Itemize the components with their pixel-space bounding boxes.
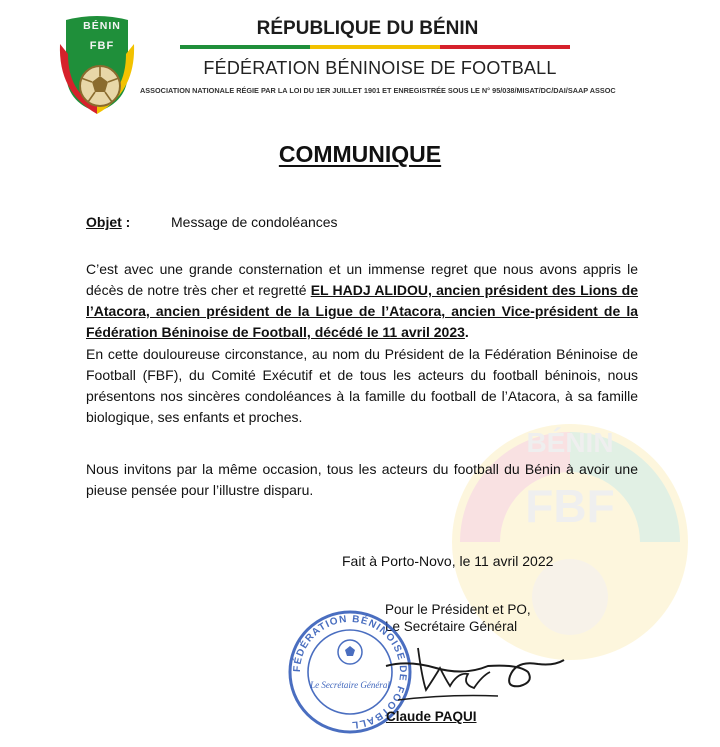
stamp-center-text: Le Secrétaire Général xyxy=(310,680,390,690)
stripe-yellow xyxy=(310,45,440,49)
paragraph-3: Nous invitons par la même occasion, tous les acteurs du football du Bénin à avoir une pieuse pensée pour l’illustre disparu. xyxy=(86,461,638,498)
document-heading: COMMUNIQUE xyxy=(278,141,442,167)
watermark-text-top: BÉNIN xyxy=(526,427,614,458)
logo-text-mid: FBF xyxy=(89,40,115,52)
association-note: ASSOCIATION NATIONALE RÉGIE PAR LA LOI DU 1ER JUILLET 1901 ET ENREGISTRÉE SOUS LE N° 95/038/MISAT/DC/DAI/SAAP ASSOC xyxy=(140,86,616,95)
watermark-text-mid: FBF xyxy=(525,480,615,532)
objet-label xyxy=(86,214,130,230)
stripe-red xyxy=(440,45,570,49)
objet-value: Message de condoléances xyxy=(171,214,338,230)
stripe-green xyxy=(180,45,310,49)
logo-text-top: BÉNIN xyxy=(83,20,121,32)
paragraph-1-intro: C’est avec une grande consternation et un immense regret que nous avons appris le décès de notre très cher et regretté xyxy=(86,261,638,298)
handwritten-signature xyxy=(378,638,578,708)
objet-label-text: Objet xyxy=(86,214,122,230)
for-president-line: Pour le Président et PO, xyxy=(385,602,531,617)
secretary-line: Le Secrétaire Général xyxy=(385,619,518,634)
signatory-name: Claude PAQUI xyxy=(386,709,477,724)
paragraph-1-end: . xyxy=(464,324,469,340)
stamp-ring-text: FÉDÉRATION BÉNINOISE DE FOOTBALL xyxy=(291,613,409,731)
federation-name: FÉDÉRATION BÉNINOISE DE FOOTBALL xyxy=(203,58,557,78)
paragraph-1-bold: EL HADJ ALIDOU, ancien président des Lions de l’Atacora, ancien président de la Ligue de l’Atacora, ancien Vice-président de la Fédération Béninoise de Football, décédé le 11 avril 2023 xyxy=(86,282,639,340)
paragraph-1 xyxy=(86,259,638,343)
republic-title: RÉPUBLIQUE DU BÉNIN xyxy=(256,18,479,39)
flag-stripe xyxy=(180,45,570,49)
objet-colon: : xyxy=(121,214,131,230)
place-date: Fait à Porto-Novo, le 11 avril 2022 xyxy=(342,553,554,569)
paragraph-2: En cette douloureuse circonstance, au nom du Président de la Fédération Béninoise de Football (FBF), du Comité Exécutif et de tous les acteurs du football béninois, nous présentons nos sincères condoléances à la famille du football de l’Atacora, à sa famille biologique, ses enfants et proches. xyxy=(86,346,638,425)
